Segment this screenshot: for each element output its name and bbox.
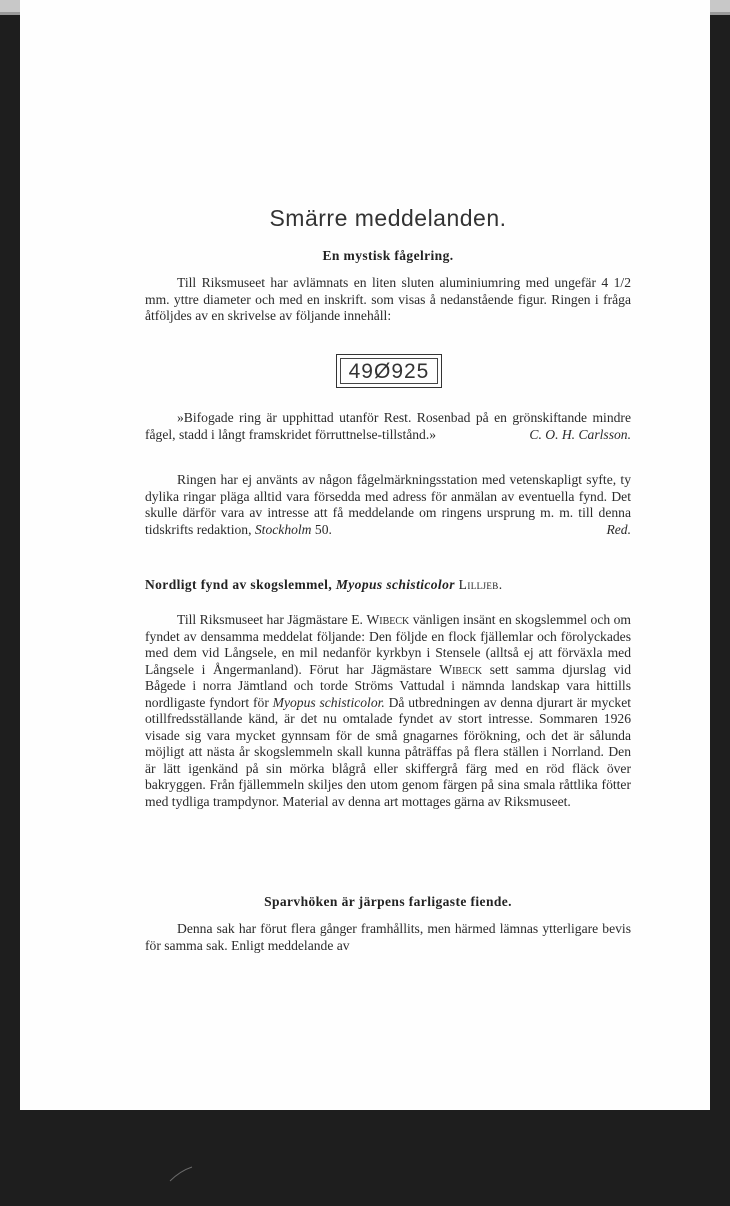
paragraph-sparvhoken: Denna sak har förut flera gånger framhållits, men härmed lämnas ytterligare bevis för samma sak. Enligt meddelande av bbox=[145, 921, 631, 953]
section-heading-skogslemmel bbox=[145, 577, 631, 593]
heading-species: Myopus schisticolor bbox=[335, 577, 455, 592]
place-number: 50. bbox=[314, 521, 332, 537]
ring-inscription-text: 49Ø925 bbox=[340, 358, 438, 384]
section-sparvhoken bbox=[145, 894, 631, 954]
section-mystisk-fagelring bbox=[145, 248, 631, 325]
paragraph-intro: Till Riksmuseet har avlämnats en liten sluten aluminiumring med ungefär 4 1/2 mm. yttre diameter och med en inskrift. som visas å nedanstående figur. Ringen i fråga åtföljdes av en skrivelse av följande innehåll: bbox=[145, 275, 631, 323]
letter-quote: »Bifogade ring är upphittad utanför Rest. Rosenbad på en grönskiftande mindre fågel, stadd i långt framskridet förruttnelse-tillstånd.» bbox=[145, 410, 631, 442]
person-name: Wibeck bbox=[366, 612, 410, 627]
scan-scratch-mark bbox=[168, 1165, 194, 1183]
letter-quote-block bbox=[145, 410, 631, 444]
place-name: Stockholm bbox=[254, 521, 312, 537]
section-heading-sparvhoken: Sparvhöken är järpens farligaste fiende. bbox=[264, 894, 512, 909]
person-name-2: Wibeck bbox=[439, 661, 483, 677]
section-skogslemmel bbox=[145, 577, 631, 810]
paragraph-skogslemmel bbox=[145, 612, 631, 810]
paragraph-ringen bbox=[145, 472, 631, 538]
text-part-d: Då utbredningen av denna djurart är mycket otillfredsställande känd, är det nu omtalade fyndet av stort intresse. Sommaren 1926 visade sig vara mycket gynnsam för de små gnagarnes förökning, och det är sålunda möjligt att nästa år skogslemmeln skall kunna påträffas på flera ställen i Norrland. Den är lätt igenkänd på sin mörka blågrå eller skiffergrå färg med en röd fläck över bakryggen. Från fjällemmeln skiljes den utom genom färgen på sina smala råttlika fötter med tydliga trampdynor. Material av denna art mottages gärna av Riksmuseet. bbox=[145, 694, 632, 809]
text-part-c: sett samma djurslag vid Bågede i norra Jämtland och torde Ströms Vattudal i nämnda landskap vara hittills nordligaste fyndort för bbox=[145, 661, 631, 710]
heading-text: Nordligt fynd av skogslemmel, bbox=[145, 577, 333, 592]
species-inline: Myopus schisticolor. bbox=[272, 694, 385, 710]
text-part-a: Till Riksmuseet har Jägmästare E. bbox=[177, 612, 363, 627]
page-title: Smärre meddelanden. bbox=[269, 205, 507, 231]
text-part-b: vänligen insänt en skogslemmel och om fyndet av densamma meddelat följande: Den följde en flock fjällemlar och förolyckades med dem vid Långsele, en mil nedanför kyrkbyn i Stensele (alltså ej att förväxla med Långsele i Ångermanland). Förut har Jägmästare bbox=[145, 612, 631, 677]
section-heading: En mystisk fågelring. bbox=[322, 248, 454, 263]
editor-signature: Red. bbox=[606, 521, 631, 537]
paragraph-ringen-text: Ringen har ej använts av någon fågelmärkningsstation med vetenskapligt syfte, ty dylika ringar pläga alltid vara försedda med adress för anmälan av eventuella fynd. Det skulle därför vara av intresse att få meddelande om ringens ursprung m. m. till denna tidskrifts redaktion, bbox=[145, 472, 631, 537]
ring-inscription-figure bbox=[336, 354, 442, 388]
letter-signature: C. O. H. Carlsson. bbox=[529, 427, 631, 442]
heading-author: Lilljeb. bbox=[458, 577, 503, 592]
